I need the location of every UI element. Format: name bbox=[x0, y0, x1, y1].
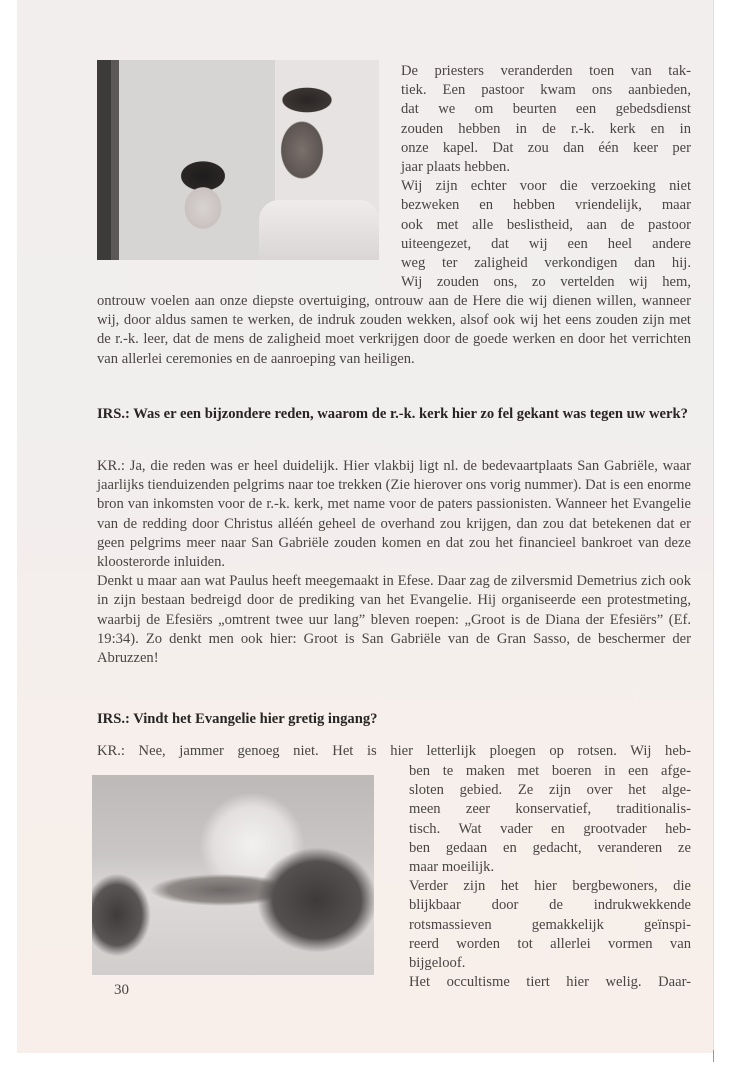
text-line: sloten gebied. Ze zijn over het alge- bbox=[409, 782, 691, 799]
text-line: zouden hebben in de r.-k. kerk en in bbox=[401, 120, 691, 137]
text-line: weg ter zaligheid verkondigen dan hij. bbox=[401, 255, 691, 272]
text-line: onze kapel. Dat zou dan één keer per bbox=[401, 139, 691, 156]
text-line: KR.: Nee, jammer genoeg niet. Het is hier letterlijk ploegen op rotsen. Wij heb- bbox=[97, 743, 691, 759]
portrait-photo bbox=[97, 60, 379, 260]
question-text: IRS.: Was er een bijzondere reden, waarom de r.-k. kerk hier zo fel gekant was tegen uw werk? bbox=[97, 406, 688, 422]
text-line: Wij zouden ons, zo vertelden wij hem, bbox=[401, 274, 691, 291]
text-line: reerd worden tot allerlei vormen van bbox=[409, 935, 691, 952]
text-line: tiek. Een pastoor kwam ons aanbieden, bbox=[401, 82, 691, 99]
text-line: bijgeloof. bbox=[409, 955, 466, 972]
interview-answer-2-first-line bbox=[97, 742, 691, 761]
text-line: maar moeilijk. bbox=[409, 859, 495, 876]
text-line: jaar plaats hebben. bbox=[401, 159, 510, 176]
paragraph: Denkt u maar aan wat Paulus heeft meegemaakt in Efese. Daar zag de zilversmid Demetrius zich ook in zijn bestaan bedreigd door de prediking van het Evangelie. Hij organiseerde een protestmeting, waarbij de Efesiërs „omtrent twee uur lang” bleven roepen: „Groot is de Diana der Efesiërs” (Ef. 19:34). Zo denkt men ook hier: Groot is San Gabriële van de Gran Sasso, de beschermer der Abruzzen! bbox=[97, 573, 691, 667]
page-number: 30 bbox=[114, 982, 129, 998]
interview-answer-1 bbox=[97, 457, 691, 668]
intro-full-paragraph bbox=[97, 292, 691, 369]
text-line: tisch. Wat vader en grootvader heb- bbox=[409, 820, 691, 837]
text-line: Wij zijn echter voor die verzoeking niet bbox=[401, 178, 691, 195]
question-text: IRS.: Vindt het Evangelie hier gretig ingang? bbox=[97, 711, 378, 727]
interview-question-1 bbox=[97, 405, 691, 424]
text-line: blijkbaar door de indrukwekkende bbox=[409, 897, 691, 914]
text-line: rotsmassieven gemakkelijk geïnspi- bbox=[409, 916, 691, 933]
text-line: meen zeer konservatief, traditionalis- bbox=[409, 801, 691, 818]
text-line: ben gedaan en gedacht, veranderen ze bbox=[409, 839, 691, 856]
text-line: Verder zijn het hier bergbewoners, die bbox=[409, 878, 691, 895]
paragraph: KR.: Ja, die reden was er heel duidelijk. Hier vlakbij ligt nl. de bedevaartplaats San Gabriële, waar jaarlijks tienduizenden pelgrims naar toe trekken (Zie hierover ons vorig nummer). Dat is een enorme bron van inkomsten voor de r.-k. kerk, met name voor de paters passionisten. Wanneer het Evangelie van de redding door Christus alléén geheel de overhand zou krijgen, dan zou dat betekenen dat er geen pelgrims meer naar San Gabriële zouden komen en dat zou het financieel bankroet van deze kloosterorde inluiden. bbox=[97, 458, 691, 571]
interview-question-2 bbox=[97, 710, 691, 729]
text-line: bezweken en hebben vriendelijk, maar bbox=[401, 197, 691, 214]
answer-2-right-column bbox=[409, 762, 691, 992]
text-line: De priesters veranderden toen van tak- bbox=[401, 63, 691, 79]
text-line: uiteengezet, dat wij een heel andere bbox=[401, 235, 691, 252]
text-line: ben te maken met boeren in een afge- bbox=[409, 763, 691, 779]
landscape-photo bbox=[92, 775, 374, 975]
paragraph: ontrouw voelen aan onze diepste overtuiging, ontrouw aan de Here die wij dienen willen, wanneer wij, door aldus samen te werken, de indruk zouden wekken, alsof ook wij het eens zouden zijn met de r.-k. leer, dat de mens de zaligheid moet verkrijgen door de goede werken en door het verrichten van allerlei ceremonies en de aanroeping van heiligen. bbox=[97, 293, 691, 367]
intro-right-column bbox=[401, 62, 691, 292]
text-line: dat we om beurten een gebedsdienst bbox=[401, 101, 691, 118]
magazine-page bbox=[17, 0, 713, 1053]
text-line: Het occultisme tiert hier welig. Daar- bbox=[409, 974, 691, 991]
scan-edge-mark bbox=[713, 1050, 714, 1062]
text-line: ook met alle beslistheid, aan de pastoor bbox=[401, 216, 691, 233]
